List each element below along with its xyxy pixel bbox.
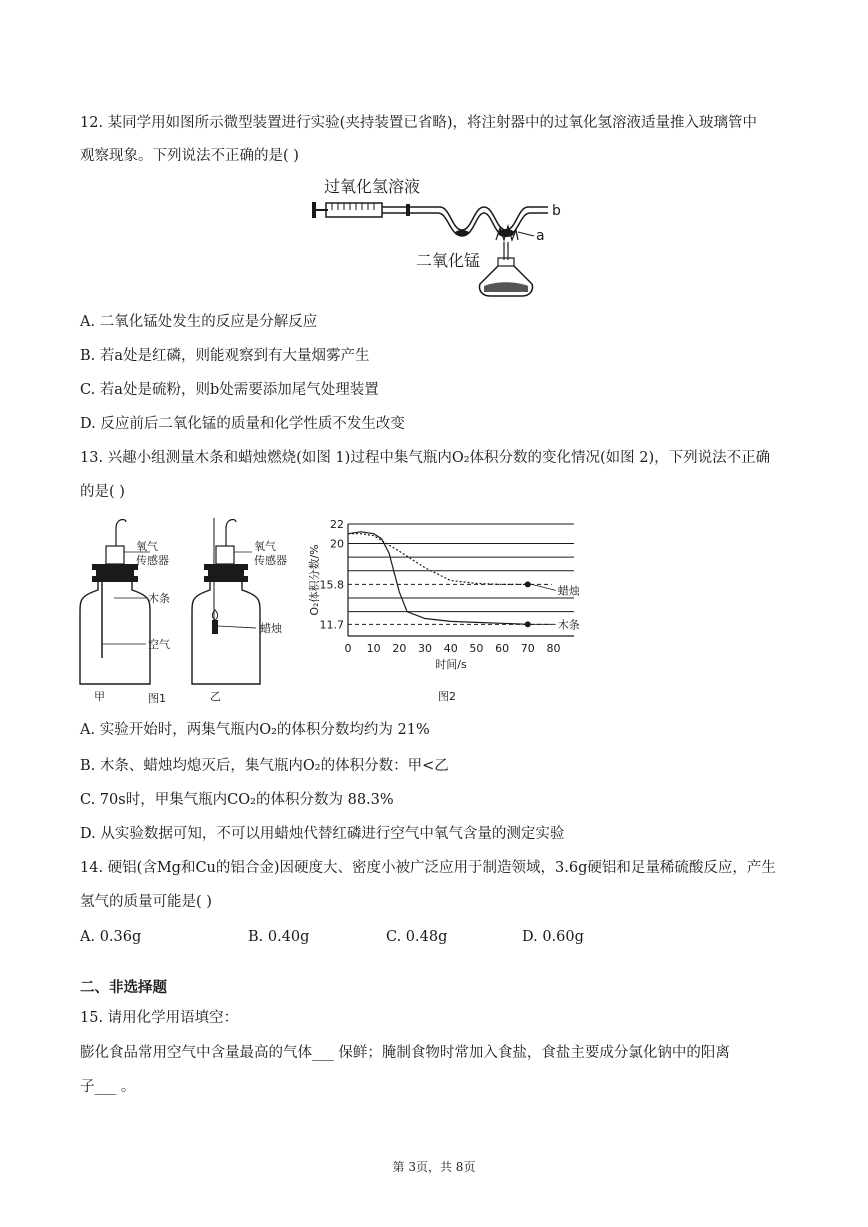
q12-option-c: C. 若a处是硫粉，则b处需要添加尾气处理装置	[80, 382, 379, 398]
q13-option-c: C. 70s时，甲集气瓶内CO₂的体积分数为 88.3%	[80, 792, 394, 808]
series-end-point	[525, 581, 531, 587]
q12-stem-line2: 观察现象。下列说法不正确的是( )	[80, 148, 299, 164]
series-label: 蜡烛	[557, 584, 580, 598]
q14-option-a: A. 0.36g	[80, 929, 142, 945]
q12-option-b: B. 若a处是红磷，则能观察到有大量烟雾产生	[80, 348, 370, 364]
y-axis-label: O₂体积分数/%	[308, 544, 321, 616]
q13-option-b: B. 木条、蜡烛均熄灭后，集气瓶内O₂的体积分数：甲<乙	[80, 758, 449, 774]
y-tick-label: 20	[330, 537, 344, 551]
fig1-label-wood: 木条	[148, 592, 170, 605]
x-tick-label: 30	[418, 642, 433, 655]
fig2-caption: 图2	[438, 690, 456, 703]
fig1-label-yi: 乙	[210, 690, 221, 703]
series-line	[348, 534, 528, 585]
q14-stem-line1: 14. 硬铝(含Mg和Cu的铝合金)因硬度大、密度小被广泛应用于制造领域，3.6g硬铝和足量稀硫酸反应，产生	[80, 860, 776, 876]
x-tick-label: 40	[443, 642, 458, 655]
y-tick-label: 11.7	[319, 618, 344, 632]
q14-stem-line2: 氢气的质量可能是( )	[80, 894, 212, 910]
q13-option-d: D. 从实验数据可知，不可以用蜡烛代替红磷进行空气中氧气含量的测定实验	[80, 826, 565, 842]
x-tick-label: 60	[495, 642, 510, 655]
x-tick-label: 70	[520, 642, 535, 655]
q13-figure2-chart	[300, 514, 600, 704]
series-line	[348, 532, 528, 625]
q12-stem-line1: 12. 某同学用如图所示微型装置进行实验(夹持装置已省略)，将注射器中的过氧化氢溶液适量推入玻璃管中	[80, 115, 757, 131]
q12-apparatus-figure	[300, 170, 580, 302]
q15-stem-line2: 膨化食品常用空气中含量最高的气体___ 保鲜；腌制食物时常加入食盐，食盐主要成分氯化钠中的阳离	[80, 1045, 730, 1061]
q14-option-b: B. 0.40g	[248, 929, 310, 945]
q12-label-mno2: 二氧化锰	[416, 251, 481, 270]
x-tick-label: 10	[366, 642, 381, 655]
q13-stem-line2: 的是( )	[80, 484, 125, 500]
fig1-caption: 图1	[148, 692, 166, 705]
fig1-sensor2-line1: 氧气	[254, 540, 276, 553]
fig1-sensor2-line2: 传感器	[254, 554, 287, 567]
bottle-yi	[192, 518, 260, 684]
x-axis-label: 时间/s	[435, 658, 467, 671]
q14-option-c: C. 0.48g	[386, 929, 448, 945]
section-2-title: 二、非选择题	[80, 979, 167, 996]
fig1-label-air: 空气	[148, 638, 170, 651]
q13-option-a: A. 实验开始时，两集气瓶内O₂的体积分数均约为 21%	[80, 722, 430, 738]
x-tick-label: 50	[469, 642, 484, 655]
q12-label-b: b	[552, 203, 561, 219]
fig1-label-candle: 蜡烛	[260, 622, 282, 635]
y-tick-label: 15.8	[319, 578, 344, 592]
series-leader-line	[532, 584, 556, 590]
q15-stem-line3: 子___ 。	[80, 1079, 136, 1095]
page-footer: 第 3页，共 8页	[392, 1160, 476, 1174]
series-end-point	[525, 621, 531, 627]
q13-figure1-bottles	[76, 518, 306, 708]
x-tick-label: 20	[392, 642, 407, 655]
q15-stem-line1: 15. 请用化学用语填空：	[80, 1010, 239, 1026]
fig1-label-jia: 甲	[94, 690, 105, 703]
series-label: 木条	[557, 618, 580, 632]
q12-label-a: a	[536, 228, 545, 244]
q12-option-d: D. 反应前后二氧化锰的质量和化学性质不发生改变	[80, 416, 405, 432]
q14-option-d: D. 0.60g	[522, 929, 584, 945]
q12-option-a: A. 二氧化锰处发生的反应是分解反应	[80, 314, 318, 330]
fig1-sensor1-line2: 传感器	[136, 554, 169, 567]
y-tick-label: 22	[330, 518, 344, 531]
q12-label-h2o2: 过氧化氢溶液	[324, 177, 421, 196]
x-tick-label: 80	[546, 642, 561, 655]
q13-stem-line1: 13. 兴趣小组测量木条和蜡烛燃烧(如图 1)过程中集气瓶内O₂体积分数的变化情况(如图 2)，下列说法不正确	[80, 450, 771, 466]
fig1-sensor1-line1: 氧气	[136, 540, 158, 553]
x-tick-label: 0	[344, 642, 352, 655]
